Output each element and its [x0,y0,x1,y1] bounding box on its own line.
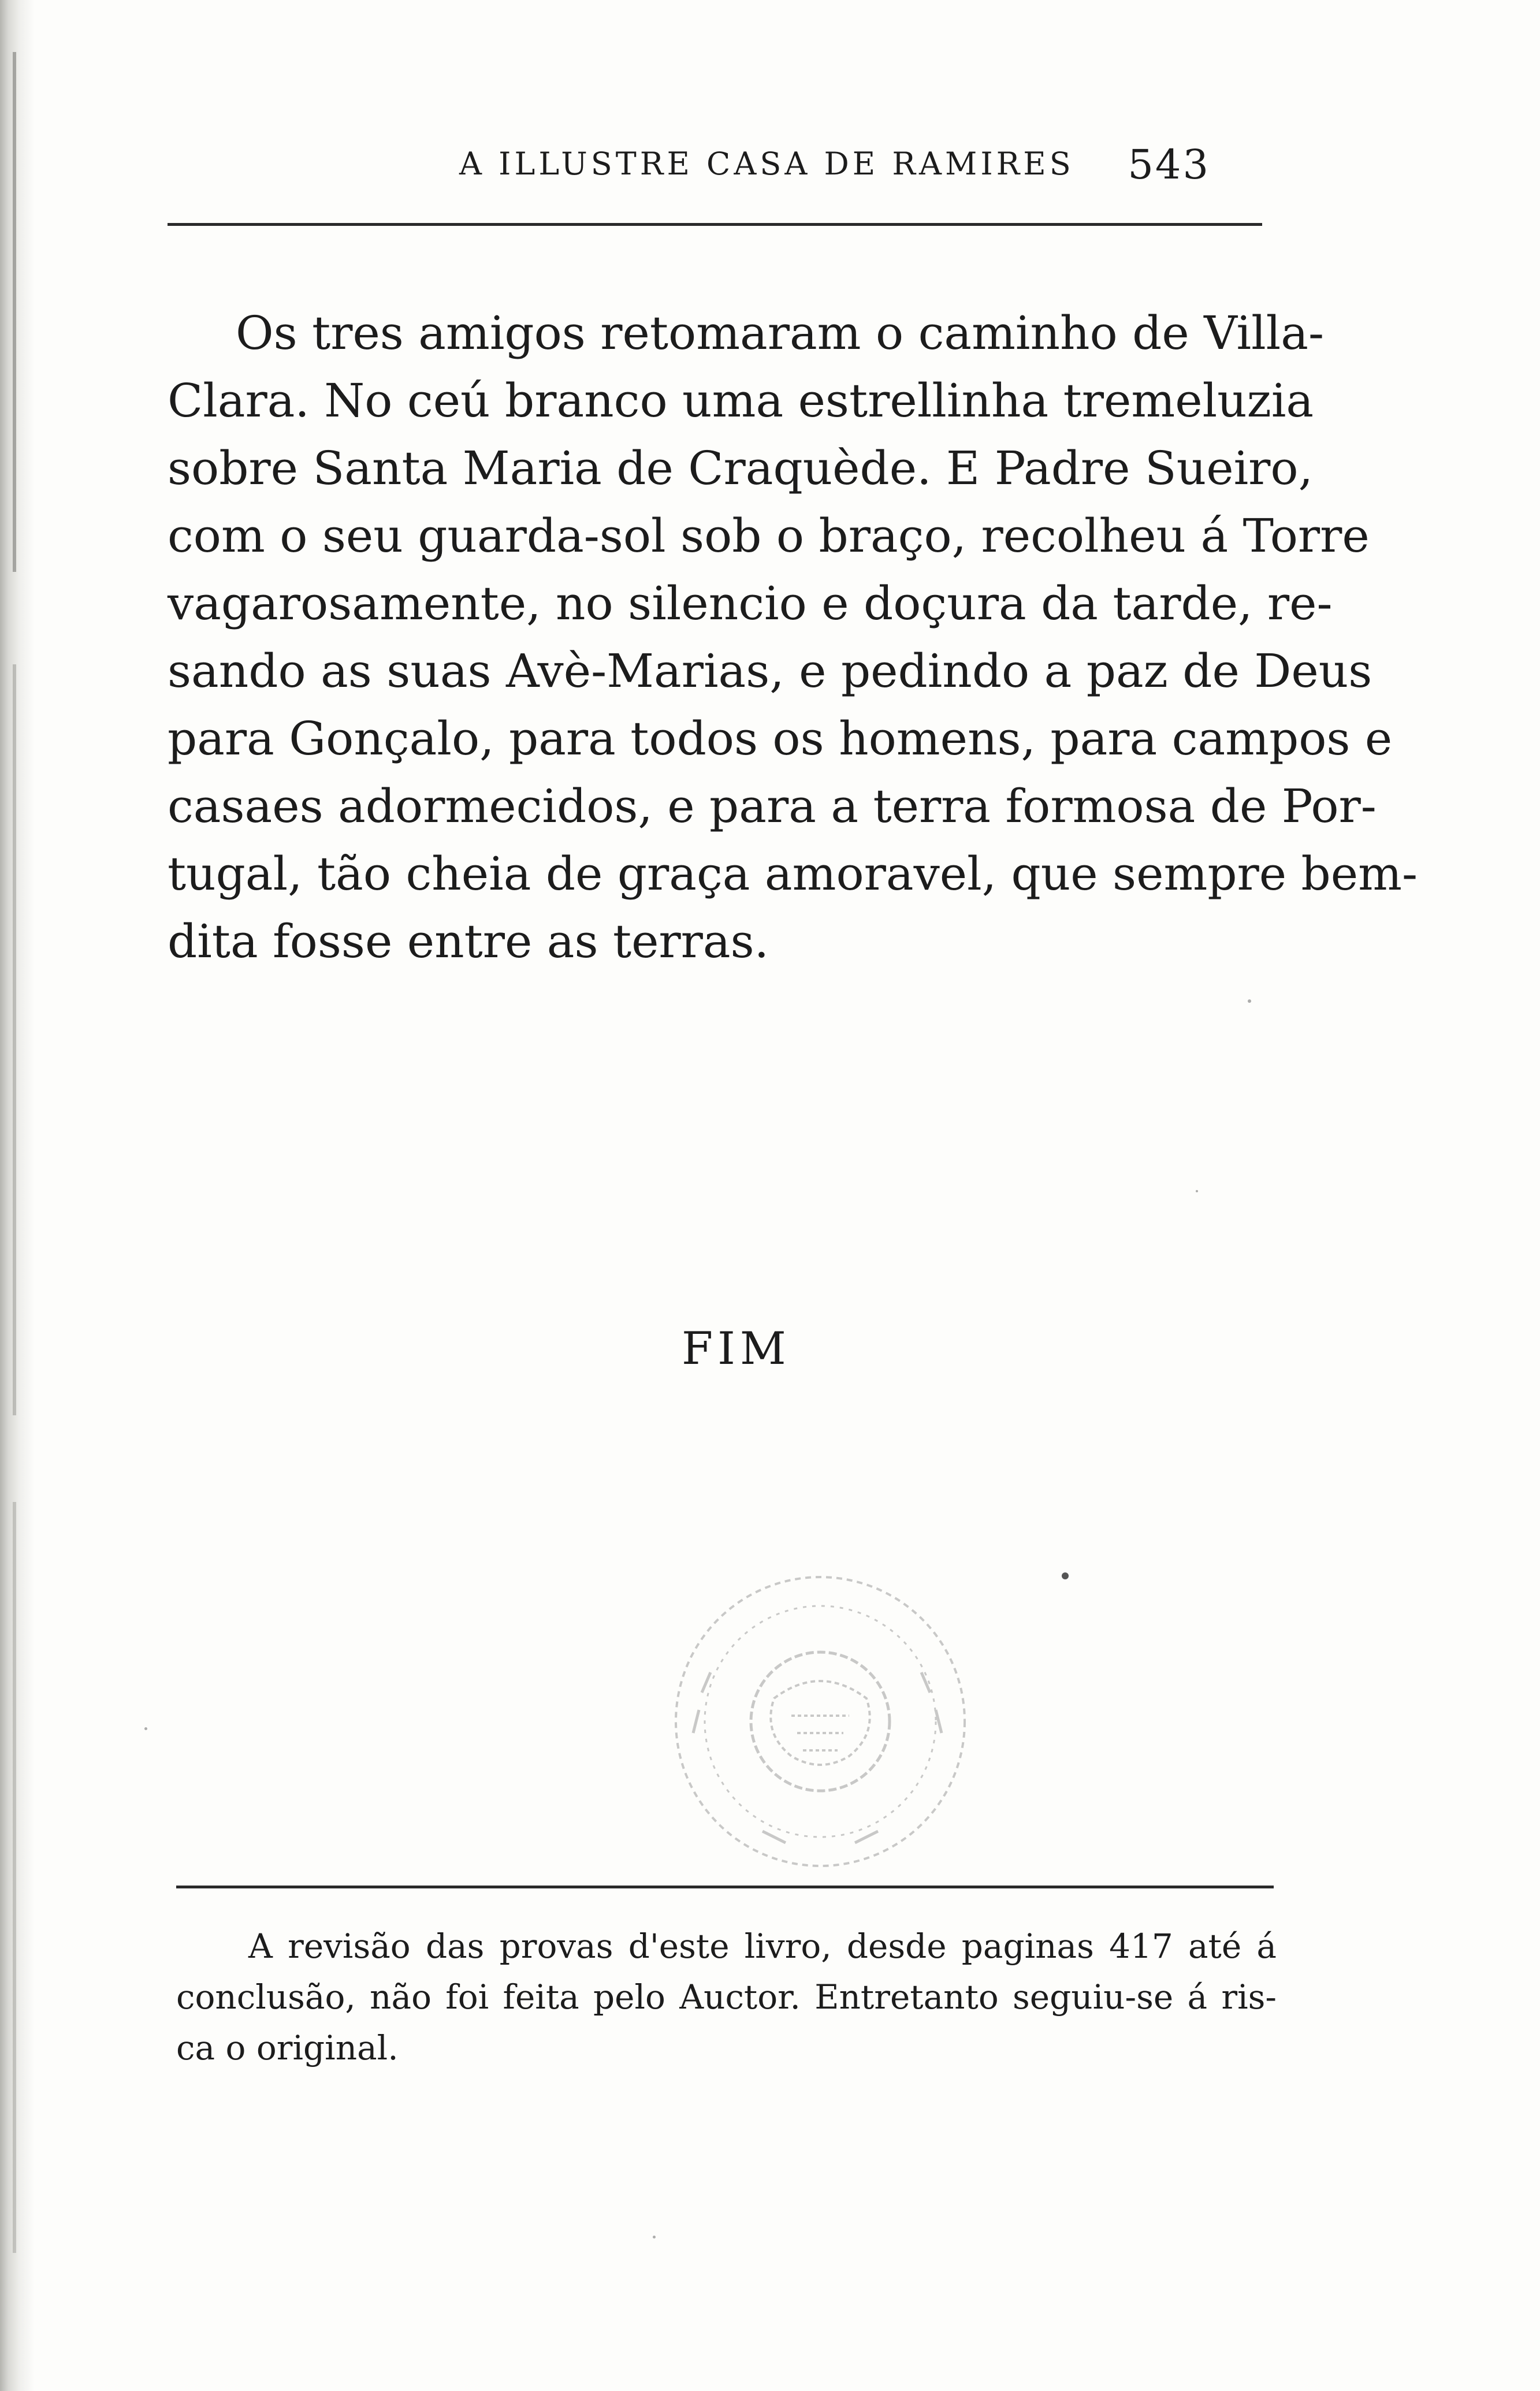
body-line: Clara. No ceú branco uma estrellinha tremeluzia [168,374,1314,427]
footnote-line: A revisão das provas d'este livro, desde paginas 417 até á [248,1927,1277,1966]
scan-speck [1196,1190,1198,1192]
body-line: para Gonçalo, para todos os homens, para campos e [168,712,1393,765]
body-line: dita fosse entre as terras. [168,914,769,968]
header-rule [168,223,1262,226]
binding-shadow-line [13,664,16,1415]
footnote [176,1921,1277,2073]
body-line: sando as suas Avè-Marias, e pedindo a paz de Deus [168,644,1372,698]
scan-speck [1248,999,1251,1003]
binding-shadow-line [13,52,16,572]
page-number: 543 [1128,141,1210,188]
body-line: com o seu guarda-sol sob o braço, recolheu á Torre [168,509,1370,563]
running-title: A ILLUSTRE CASA DE RAMIRES [459,146,1074,182]
binding-shadow-line [13,1502,16,2253]
end-mark: FIM [682,1323,791,1375]
body-line: Os tres amigos retomaram o caminho de Villa- [236,306,1324,360]
body-line: casaes adormecidos, e para a terra formosa de Por- [168,779,1377,833]
page-header [168,132,1265,201]
library-stamp-icon [659,1560,982,1883]
body-line: vagarosamente, no silencio e doçura da tarde, re- [168,577,1333,630]
scan-speck [653,2236,656,2238]
body-line: sobre Santa Maria de Craquède. E Padre Sueiro, [168,441,1314,495]
ink-speck [1062,1572,1069,1579]
footnote-line: ca o original. [176,2028,399,2068]
binding-edge [0,0,35,2391]
footnote-line: conclusão, não foi feita pelo Auctor. Entretanto seguiu-se á ris- [176,1977,1277,2017]
body-paragraph [168,299,1418,975]
body-line: tugal, tão cheia de graça amoravel, que sempre bem- [168,847,1418,901]
footnote-rule [176,1886,1274,1888]
scan-speck [144,1727,147,1730]
